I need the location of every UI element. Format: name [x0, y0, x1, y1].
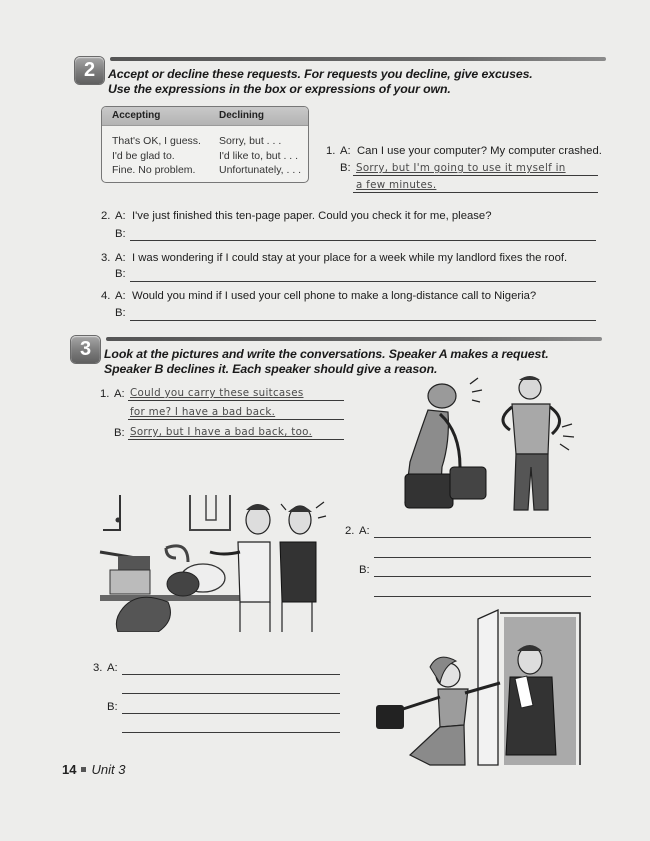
s2-item-2-b-label: B:: [115, 228, 126, 240]
section-2-instruction: [108, 67, 533, 97]
suitcases-illustration: [380, 372, 590, 518]
section-2-badge: 2: [75, 57, 104, 84]
section-3-instruction-line-1: Look at the pictures and write the conversations. Speaker A makes a request.: [104, 347, 549, 361]
s3-item-2-b-answer-line-1[interactable]: [374, 576, 591, 577]
s3-item-2-a-answer-line-1[interactable]: [374, 537, 591, 538]
s3-item-1-a-answer-2[interactable]: for me? I have a bad back.: [130, 406, 276, 418]
accepting-header: Accepting: [112, 110, 161, 121]
s2-item-2-number: 2.: [101, 210, 111, 222]
expressions-box: [101, 106, 309, 183]
s2-item-1-number: 1.: [326, 145, 336, 157]
s2-item-1-a-text: Can I use your computer? My computer crashed.: [357, 145, 602, 157]
s2-item-2-b-answer-line[interactable]: [130, 240, 596, 241]
s2-item-4-number: 4.: [101, 290, 111, 302]
s3-item-3-b-answer-line-2[interactable]: [122, 732, 340, 733]
s2-item-2-a-text: I've just finished this ten-page paper. Could you check it for me, please?: [132, 210, 492, 222]
s3-item-1-b-answer[interactable]: Sorry, but I have a bad back, too.: [130, 426, 313, 438]
accepting-item: Fine. No problem.: [112, 164, 196, 176]
s3-item-2-b-answer-line-2[interactable]: [374, 596, 591, 597]
s3-item-3-a-label: A:: [107, 662, 118, 674]
unit-label: Unit 3: [91, 762, 126, 777]
section-2-instruction-line-1: Accept or decline these requests. For requests you decline, give excuses.: [108, 67, 533, 81]
s2-item-4-a-label: A:: [115, 290, 126, 302]
s3-item-1-a-line-2: [128, 419, 344, 420]
s2-item-1-a-label: A:: [340, 145, 351, 157]
s2-item-3-a-text: I was wondering if I could stay at your place for a week while my landlord fixes the roof.: [132, 252, 568, 264]
doorway-illustration: [370, 605, 585, 770]
declining-item: I'd like to, but . . .: [219, 149, 299, 162]
s3-item-3-a-answer-line-2[interactable]: [122, 693, 340, 694]
section-3-badge: 3: [71, 336, 100, 363]
s2-item-2-a-label: A:: [115, 210, 126, 222]
s2-item-4-a-text: Would you mind if I used your cell phone to make a long-distance call to Nigeria?: [132, 290, 537, 302]
s2-item-4-b-answer-line[interactable]: [130, 320, 596, 321]
s3-item-3-a-answer-line-1[interactable]: [122, 674, 340, 675]
page-number: 14: [62, 762, 77, 777]
s3-item-1-number: 1.: [100, 388, 110, 400]
s3-item-2-number: 2.: [345, 525, 355, 537]
s3-item-2-a-answer-line-2[interactable]: [374, 557, 591, 558]
s2-item-1-b-label: B:: [340, 162, 351, 174]
s3-item-1-a-line-1: [128, 400, 344, 401]
s2-item-3-a-label: A:: [115, 252, 126, 264]
s3-item-2-b-label: B:: [359, 564, 370, 576]
s2-item-3-number: 3.: [101, 252, 111, 264]
s3-item-1-b-label: B:: [114, 427, 125, 439]
section-3-instruction-line-2: Speaker B declines it. Each speaker should give a reason.: [104, 362, 438, 376]
bullet-square-icon: [81, 767, 86, 772]
s2-item-3-b-label: B:: [115, 268, 126, 280]
s3-item-2-a-label: A:: [359, 525, 370, 537]
s3-item-1-b-line: [128, 439, 344, 440]
s3-item-3-number: 3.: [93, 662, 103, 674]
declining-header: Declining: [219, 110, 265, 121]
accepting-list: [112, 134, 201, 178]
s2-item-4-b-label: B:: [115, 307, 126, 319]
kitchen-dishes-illustration: [98, 490, 343, 632]
page-footer: [62, 762, 125, 777]
s2-item-1-b-line-1: [353, 175, 598, 176]
s2-item-1-b-answer-2[interactable]: a few minutes.: [356, 179, 437, 191]
declining-item: Unfortunately, . . .: [219, 164, 302, 176]
s2-item-3-b-answer-line[interactable]: [130, 281, 596, 282]
s2-item-1-b-answer-1[interactable]: Sorry, but I'm going to use it myself in: [356, 162, 566, 174]
accepting-item: I'd be glad to.: [112, 149, 175, 162]
s3-item-3-b-label: B:: [107, 701, 118, 713]
section-3-rule: [106, 337, 602, 341]
s2-item-1-b-line-2: [353, 192, 598, 193]
declining-list: [219, 134, 301, 178]
declining-item: Sorry, but . . .: [219, 135, 282, 147]
s3-item-1-a-answer-1[interactable]: Could you carry these suitcases: [130, 387, 304, 399]
section-2-rule: [110, 57, 606, 61]
s3-item-1-a-label: A:: [114, 388, 125, 400]
accepting-item: That's OK, I guess.: [112, 135, 201, 147]
s3-item-3-b-answer-line-1[interactable]: [122, 713, 340, 714]
section-2-instruction-line-2: Use the expressions in the box or expressions of your own.: [108, 82, 451, 96]
expressions-box-header: [102, 107, 308, 126]
